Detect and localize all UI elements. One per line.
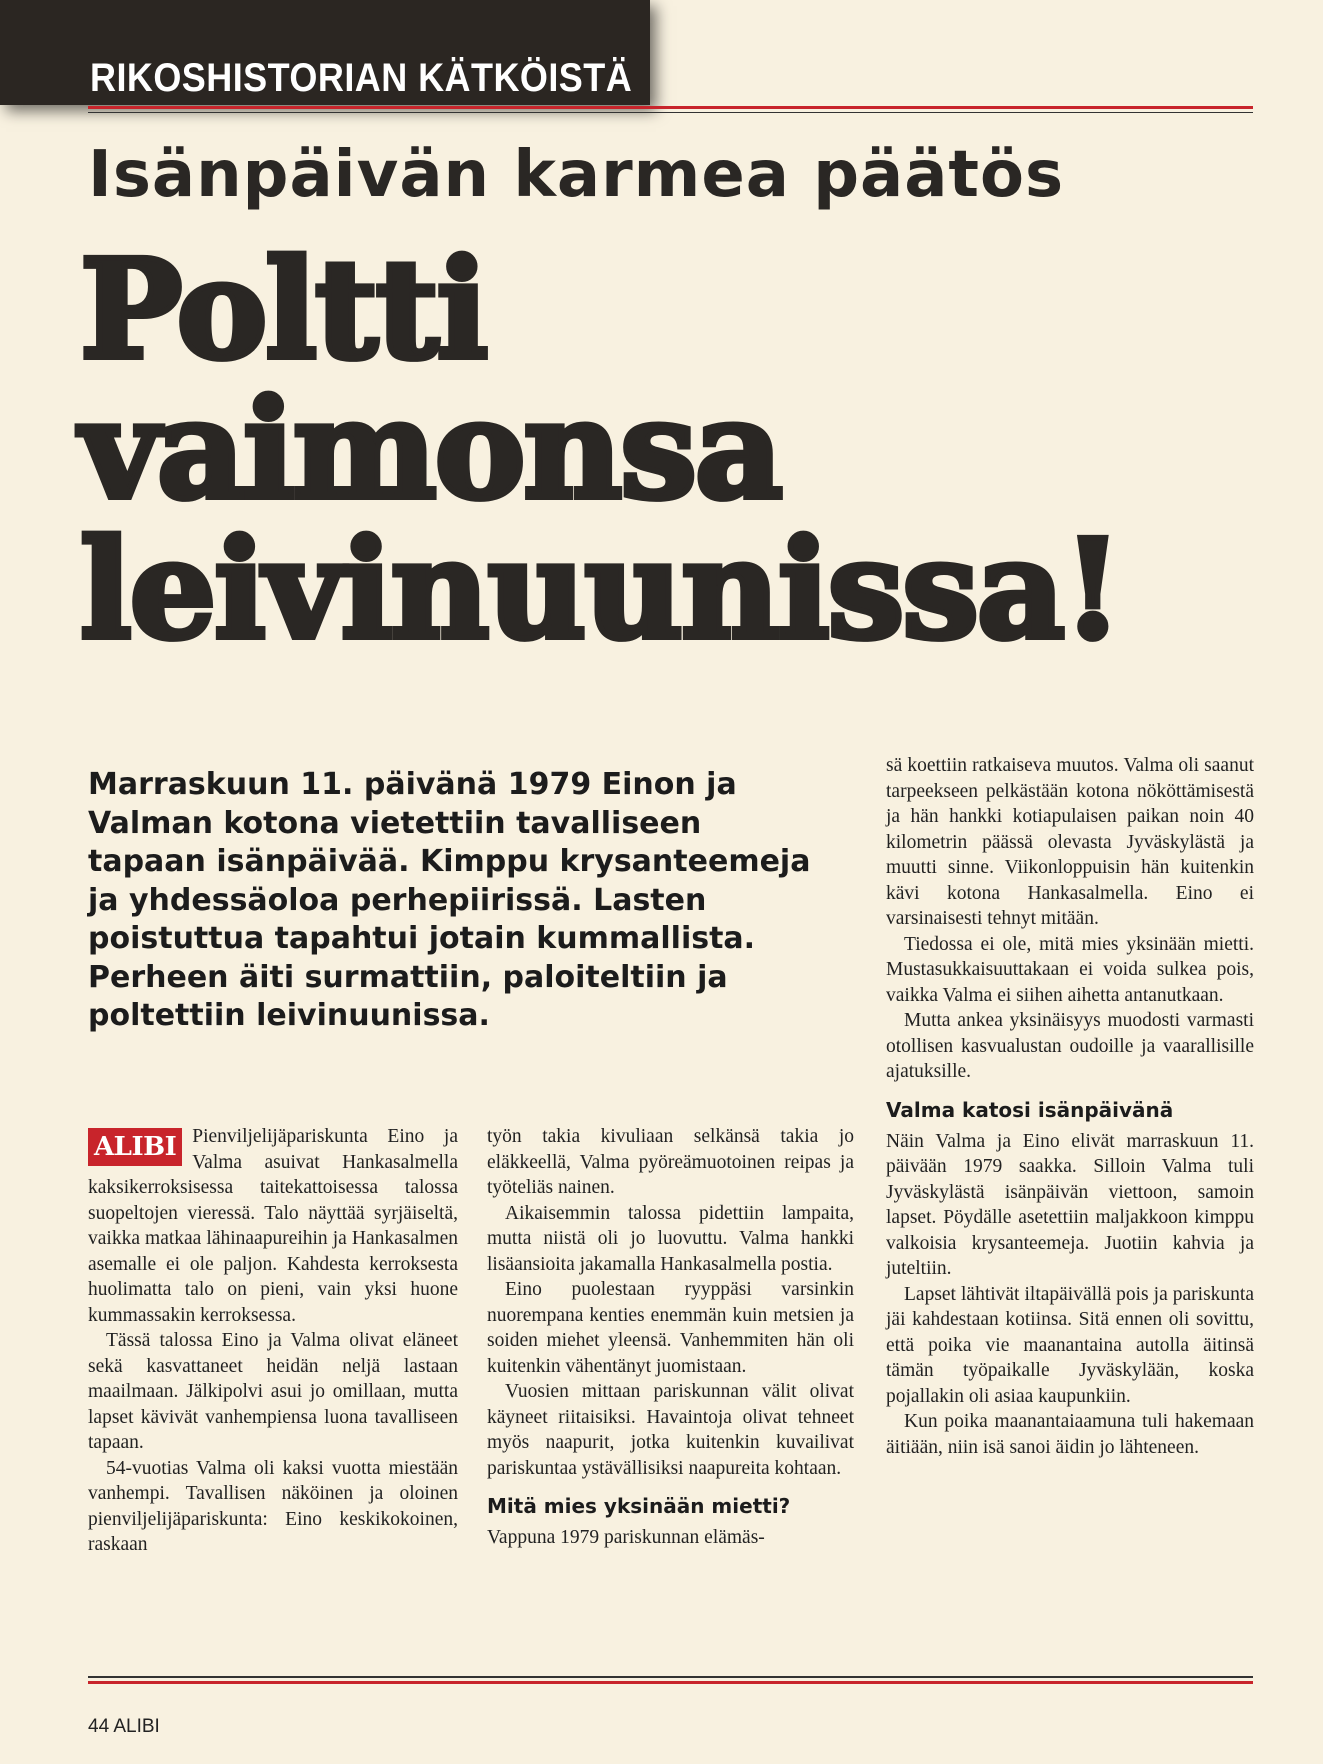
paragraph: Mutta ankea yksinäisyys muodosti varmasti otollisen kasvualustan oudoille ja vaarallisille ajatuksille. xyxy=(886,1010,1254,1082)
paragraph: Eino puolestaan ryyppäsi varsinkin nuorempana kenties enemmän kuin metsien ja soiden miehet yleensä. Vanhemmiten hän oli kuitenkin vähentänyt juomistaan. xyxy=(487,1279,854,1377)
subheading: Valma katosi isänpäivänä xyxy=(886,1097,1174,1122)
headline xyxy=(80,230,1260,670)
paragraph: Vuosien mittaan pariskunnan välit olivat käyneet riitaisiksi. Havaintoja olivat tehneet myös naapurit, jotka kuitenkin kuvailivat pariskuntaa ystävällisiksi naapureita kohtaan. xyxy=(487,1381,854,1479)
paragraph: Aikaisemmin talossa pidettiin lampaita, mutta niistä oli jo luovuttu. Valma hankki lisäansioita jakamalla Hankasalmella postia. xyxy=(487,1202,854,1275)
paragraph: Tässä talossa Eino ja Valma olivat eläneet sekä kasvattaneet heidän neljä lastaan maailmaan. Jälkipolvi asui jo omillaan, mutta lapset kävivät vanhempiensa luona tavalliseen tapaan. xyxy=(88,1330,458,1453)
header-rule xyxy=(88,106,1253,109)
footer-rule-red xyxy=(88,1681,1253,1684)
paragraph: Vappuna 1979 pariskunnan elämäs- xyxy=(487,1527,765,1548)
paragraph: työn takia kivuliaan selkänsä takia jo eläkkeellä, Valma pyöreämuotoinen reipas ja työteliäs nainen. xyxy=(487,1126,854,1198)
section-label: RIKOSHISTORIAN KÄTKÖISTÄ xyxy=(90,56,633,100)
article-column-1 xyxy=(88,1124,458,1558)
headline-line: vaimonsa xyxy=(80,370,781,530)
article-column-3 xyxy=(886,753,1254,1460)
paragraph: Kun poika maanantaiaamuna tuli hakemaan äitiään, niin isä sanoi äidin jo lähteneen. xyxy=(886,1411,1254,1458)
paragraph: sä koettiin ratkaiseva muutos. Valma oli saanut tarpeekseen pelkästään kotona nököttämisestä ja hän hankki kotiapulaisen paikan noin 40 kilometrin päässä olevasta Jyväskylästä ja muutti sinne. Viikonloppuisin hän kuitenkin kävi kotona Hankasalmella. Eino ei varsinaisesti tehnyt mitään. xyxy=(886,755,1254,929)
article-column-2 xyxy=(487,1124,854,1551)
footer-rule xyxy=(88,1676,1253,1678)
headline-line: Poltti xyxy=(80,230,487,390)
paragraph: Näin Valma ja Eino elivät marraskuun 11. päivään 1979 saakka. Silloin Valma tuli Jyväskylästä isänpäivän viettoon, samoin lapset. Pöydälle asetettiin maljakkoon kimppu valkoisia krysanteemeja. Juotiin kahvia ja juteltiin. xyxy=(886,1130,1254,1279)
header-rule-thin xyxy=(88,112,1253,113)
paragraph: Lapset lähtivät iltapäivällä pois ja pariskunta jäi kahdestaan kotiinsa. Sitä ennen oli sovittu, että poika vie maanantaina autolla äitinsä tämän työpaikalle Jyväskylään, koska pojallakin oli asiaa kaupunkiin. xyxy=(886,1283,1254,1407)
kicker: Isänpäivän karmea päätös xyxy=(88,138,1065,212)
lead-paragraph: Marraskuun 11. päivänä 1979 Einon ja Valman kotona vietettiin tavalliseen tapaan isänpäivää. Kimppu krysanteemeja ja yhdessäoloa perhepiirissä. Lasten poistuttua tapahtui jotain kummallista. Perheen äiti surmattiin, paloiteltiin ja poltettiin leivinuunissa. xyxy=(88,767,811,1033)
subheading: Mitä mies yksinään mietti? xyxy=(487,1494,791,1518)
paragraph: Tiedossa ei ole, mitä mies yksinään mietti. Mustasukkaisuuttakaan ei voida sulkea pois, vaikka Valma ei siihen aihetta antanutkaan. xyxy=(886,933,1254,1006)
headline-line: leivinuunissa! xyxy=(80,510,1121,670)
page-number: 44 ALIBI xyxy=(88,1716,160,1737)
alibi-logo-badge: ALIBI xyxy=(88,1128,182,1166)
paragraph: 54-vuotias Valma oli kaksi vuotta miestään vanhempi. Tavallisen näköinen ja oloinen pienviljelijäpariskunta: Eino keskikokoinen, raskaan xyxy=(88,1457,458,1555)
paragraph: ALIBI Pienviljelijäpariskunta Eino ja Valma asuivat Hankasalmella kaksikerroksisessa taitekattoisessa talossa suopeltojen vieressä. Talo näyttää syrjäiseltä, vaikka matkaa lähinaapureihin ja Hankasalmen asemalle ei ole paljon. Kahdesta kerroksesta huolimatta talo on pieni, vain yksi huone kummassakin kerroksessa. xyxy=(88,1126,458,1326)
